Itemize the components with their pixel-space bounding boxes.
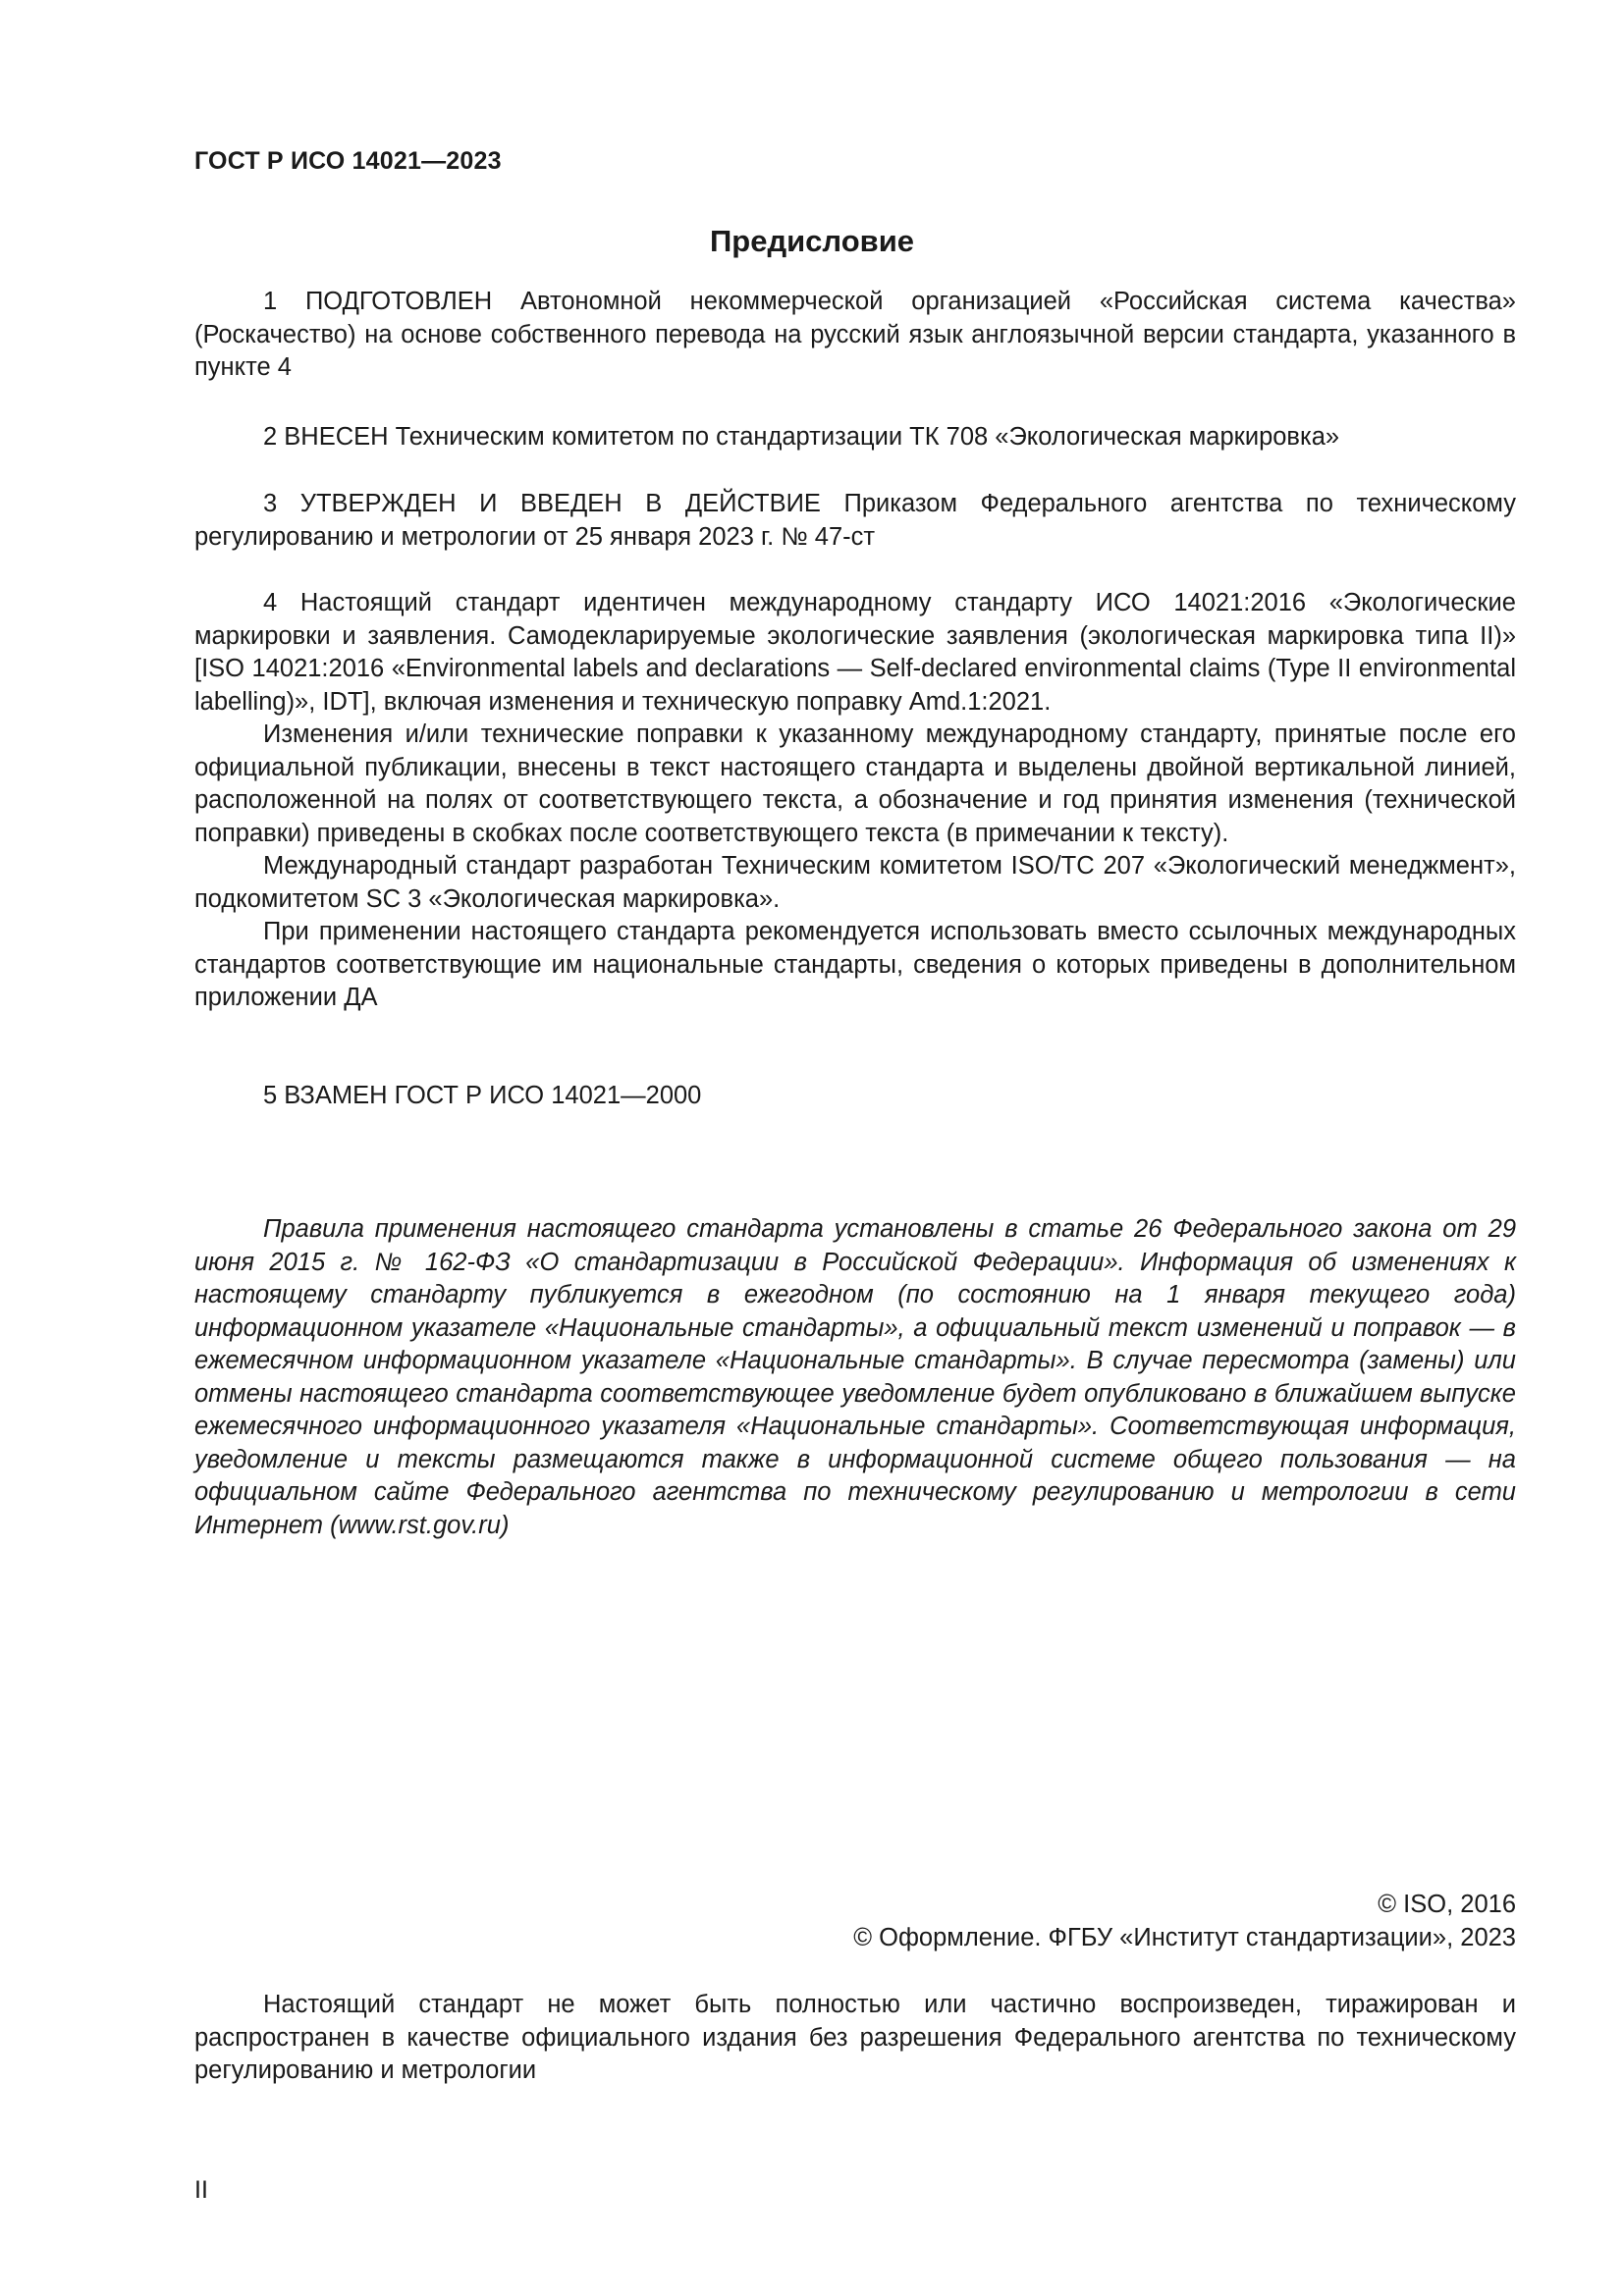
copyright-design: © Оформление. ФГБУ «Институт стандартизации», 2023 — [853, 1924, 1516, 1951]
foreword-item-3 — [194, 488, 1516, 554]
foreword-item-4-paragraph-1: 4 Настоящий стандарт идентичен международному стандарту ИСО 14021:2016 «Экологические маркировки и заявления. Самодекларируемые экологические заявления (экологическая маркировка типа II)» [ISO 14021:2016 «Environmental labels and declarations — Self-declared environmental claims (Type II environmental labelling)», IDT], включая изменения и техническую поправку Amd.1:2021. — [194, 589, 1516, 716]
foreword-item-5-text: 5 ВЗАМЕН ГОСТ Р ИСО 14021—2000 — [263, 1082, 702, 1109]
page-number: II — [194, 2176, 208, 2204]
rules-note-text: Правила применения настоящего стандарта установлены в статье 26 Федерального закона от 29 июня 2015 г. № 162-ФЗ «О стандартизации в Российской Федерации». Информация об изменениях к настоящему стандарту публикуется в ежегодном (по состоянию на 1 января текущего года) информационном указателе «Национальные стандарты», а официальный текст изменений и поправок — в ежемесячном информационном указателе «Национальные стандарты». В случае пересмотра (замены) или отмены настоящего стандарта соответствующее уведомление будет опубликовано в ближайшем выпуске ежемесячного информационного указателя «Национальные стандарты». Соответствующая информация, уведомление и тексты размещаются также в информационной системе общего пользования — на официальном сайте Федерального агентства по техническому регулированию и метрологии в сети Интернет (www.rst.gov.ru) — [194, 1215, 1516, 1539]
reproduction-notice-text: Настоящий стандарт не может быть полностью или частично воспроизведен, тиражирован и распространен в качестве официального издания без разрешения Федерального агентства по техническому регулированию и метрологии — [194, 1991, 1516, 2084]
foreword-item-2-text: 2 ВНЕСЕН Техническим комитетом по стандартизации ТК 708 «Экологическая маркировка» — [263, 423, 1340, 451]
foreword-item-5 — [194, 1080, 1516, 1113]
rules-note — [194, 1213, 1516, 1542]
foreword-item-3-text: 3 УТВЕРЖДЕН И ВВЕДЕН В ДЕЙСТВИЕ Приказом Федерального агентства по техническому регулированию и метрологии от 25 января 2023 г. № 47-ст — [194, 490, 1516, 551]
standard-designation: ГОСТ Р ИСО 14021—2023 — [194, 147, 502, 175]
foreword-item-2 — [194, 421, 1516, 454]
foreword-item-1-text: 1 ПОДГОТОВЛЕН Автономной некоммерческой организацией «Российская система качества» (Роскачество) на основе собственного перевода на русский язык англоязычной версии стандарта, указанного в пункте 4 — [194, 288, 1516, 381]
foreword-item-4-paragraph-3: Международный стандарт разработан Техническим комитетом ISO/TC 207 «Экологический менеджмент», подкомитетом SC 3 «Экологическая маркировка». — [194, 852, 1516, 913]
reproduction-notice — [194, 1989, 1516, 2088]
foreword-item-4-paragraph-4: При применении настоящего стандарта рекомендуется использовать вместо ссылочных международных стандартов соответствующие им национальные стандарты, сведения о которых приведены в дополнительном приложении ДА — [194, 918, 1516, 1011]
copyright-iso: © ISO, 2016 — [1378, 1891, 1516, 1918]
foreword-item-4-paragraph-2: Изменения и/или технические поправки к указанному международному стандарту, принятые после его официальной публикации, внесены в текст настоящего стандарта и выделены двойной вертикальной линией, расположенной на полях от соответствующего текста, а обозначение и год принятия изменения (технической поправки) приведены в скобках после соответствующего текста (в примечании к тексту). — [194, 721, 1516, 847]
foreword-item-1 — [194, 286, 1516, 385]
foreword-item-4 — [194, 587, 1516, 1015]
page-title: Предисловие — [709, 224, 914, 258]
